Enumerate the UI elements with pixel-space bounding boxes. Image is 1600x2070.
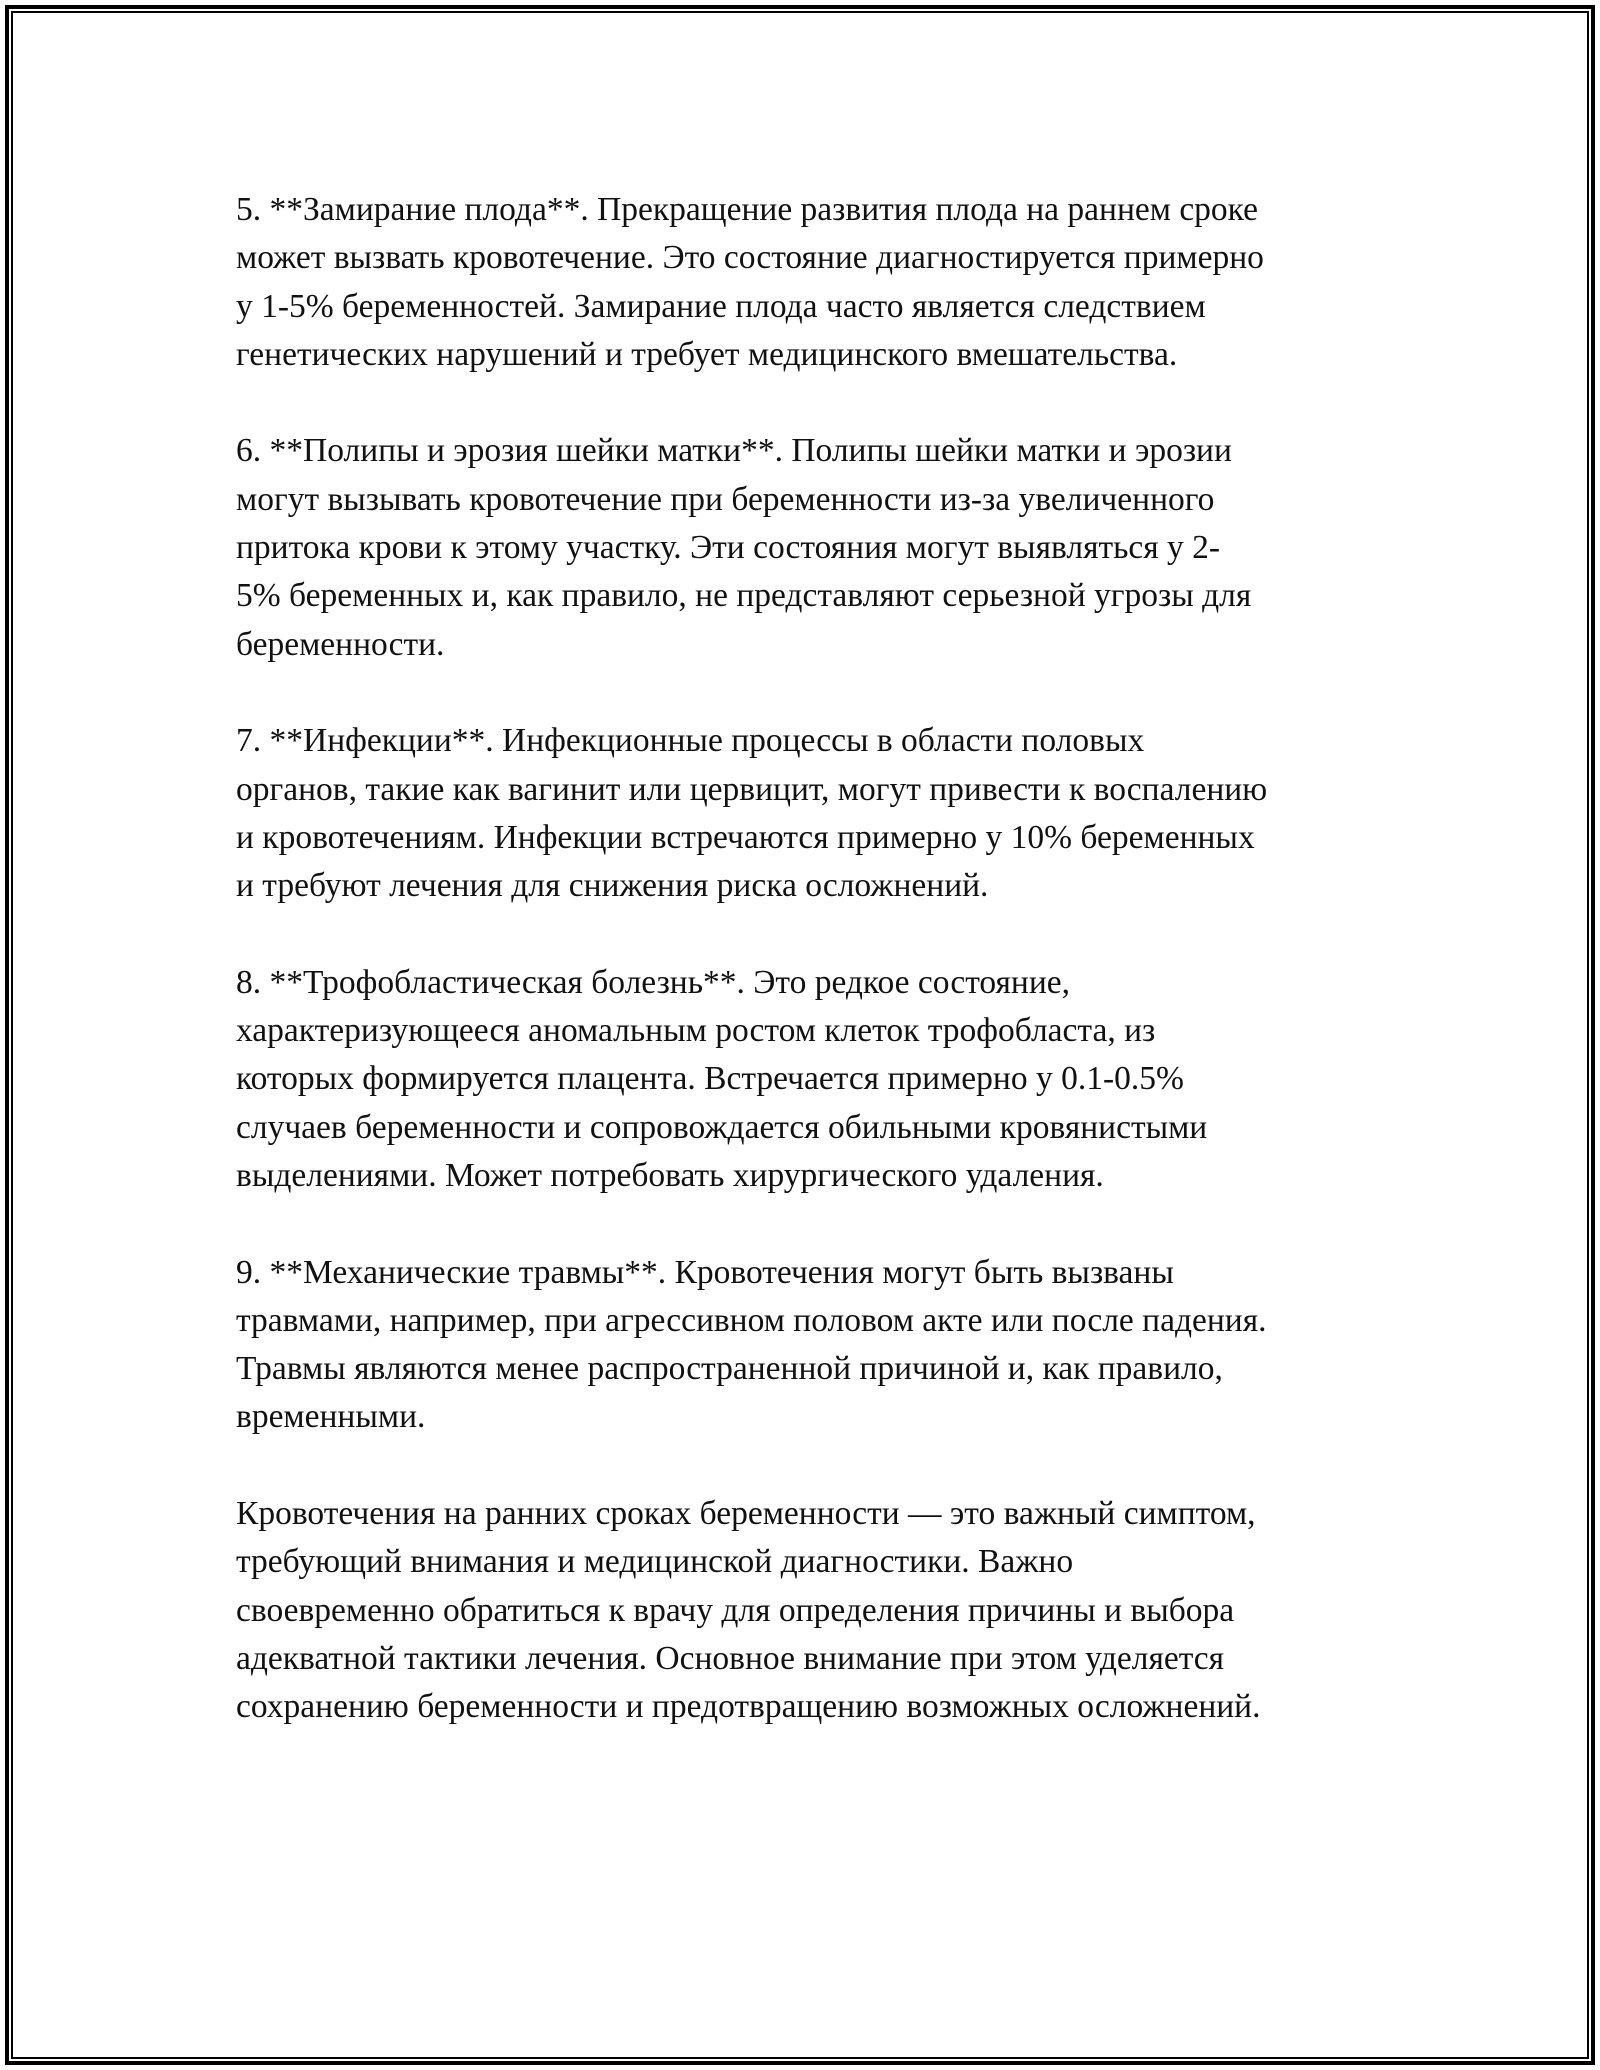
paragraph-conclusion: Кровотечения на ранних сроках беременности — это важный симптом, требующий внимания и медицинской диагностики. Важно своевременно обратиться к врачу для определения причины и выбора адекватной тактики лечения. Основное внимание при этом уделяется сохранению беременности и предотвращению возможных осложнений. <box>236 1495 1261 1726</box>
paragraph-item-9-mechanical-trauma: 9. **Механические травмы**. Кровотечения могут быть вызваны травмами, например, при агрессивном половом акте или после падения. Травмы являются менее распространенной причиной и, как правило, временными. <box>236 1253 1267 1436</box>
paragraph-item-6-polyps-erosion: 6. **Полипы и эрозия шейки матки**. Полипы шейки матки и эрозии могут вызывать кровотечение при беременности из-за увеличенного притока крови к этому участку. Эти состояния могут выявляться у 2- 5% беременных и, как правило, не представляют серьезной угрозы для беременности. <box>236 432 1252 663</box>
paragraph-item-5-fetal-demise: 5. **Замирание плода**. Прекращение развития плода на раннем сроке может вызвать кровотечение. Это состояние диагностируется примерно у 1-5% беременностей. Замирание плода часто является следствием генетических нарушений и требует медицинского вмешательства. <box>236 191 1264 373</box>
paragraph-item-7-infections: 7. **Инфекции**. Инфекционные процессы в области половых органов, такие как вагинит или цервицит, могут привести к воспалению и кровотечениям. Инфекции встречаются примерно у 10% беременных и требуют лечения для снижения риска осложнений. <box>236 722 1268 905</box>
paragraph-item-8-trophoblastic-disease: 8. **Трофобластическая болезнь**. Это редкое состояние, характеризующееся аномальным ростом клеток трофобласта, из которых формируется плацента. Встречается примерно у 0.1-0.5% случаев беременности и сопровождается обильными кровянистыми выделениями. Может потребовать хирургического удаления. <box>236 963 1208 1194</box>
document-body <box>236 186 1376 1780</box>
